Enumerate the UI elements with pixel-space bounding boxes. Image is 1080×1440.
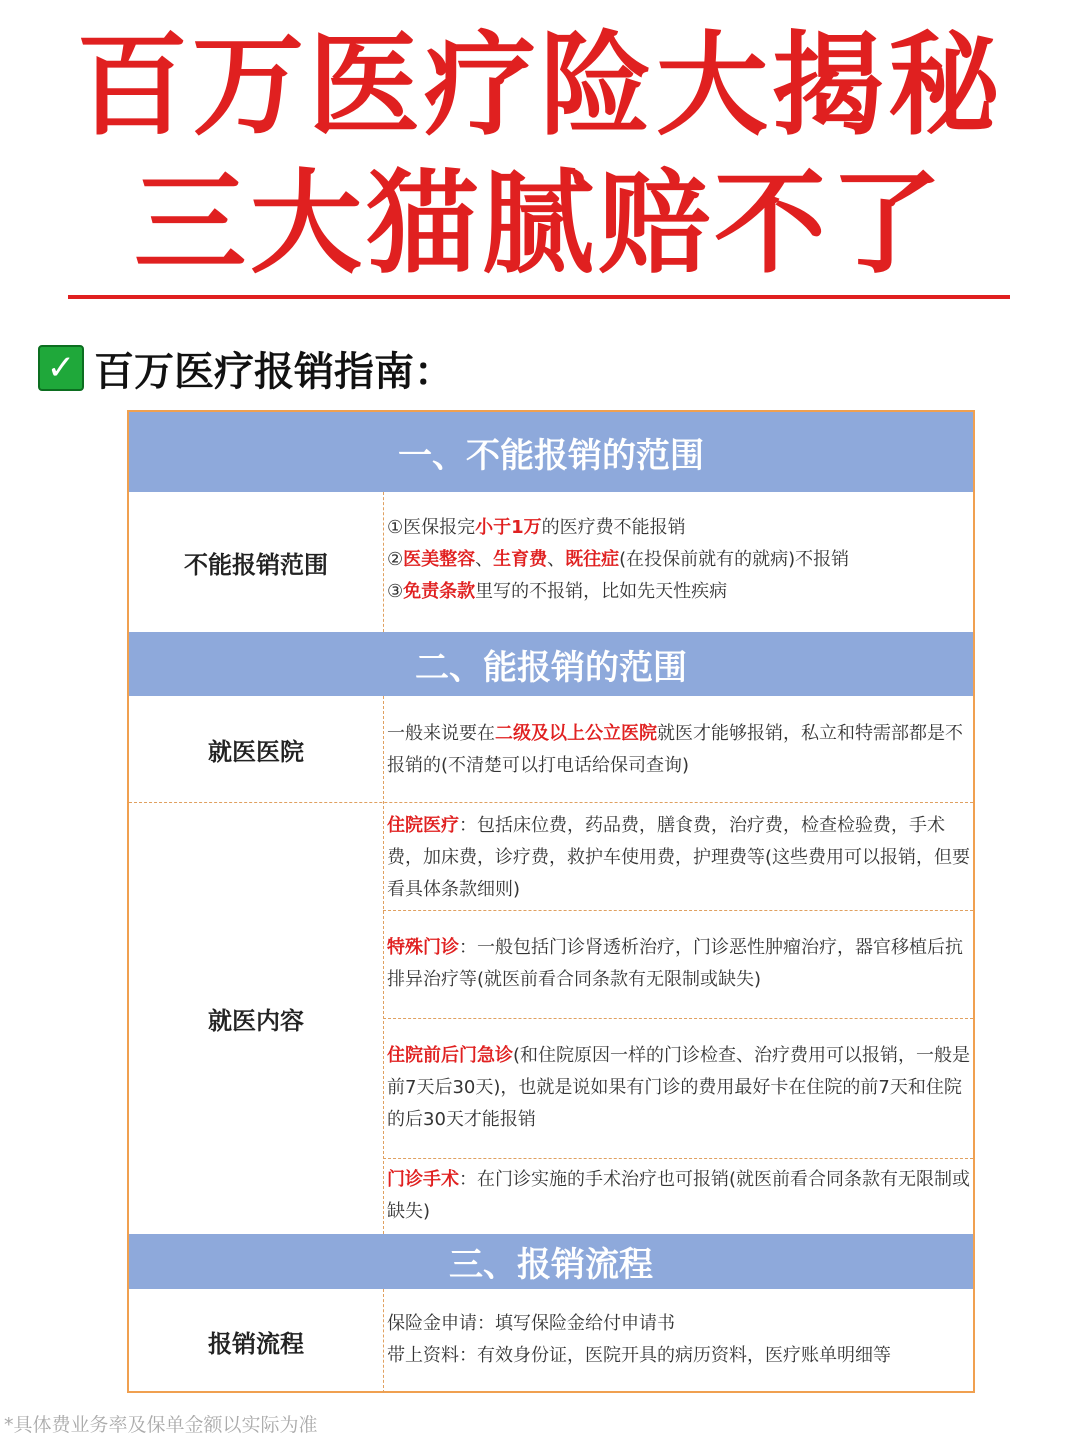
text: ①医保报完 (387, 517, 476, 538)
column-divider (383, 492, 384, 632)
highlight: 住院医疗 (387, 815, 459, 836)
hospital-row-label: 就医医院 (208, 737, 304, 766)
text: ：包括床位费，药品费，膳食费，治疗费，检查检验费，手术费，加床费，诊疗费，救护车使用费，护理费等(这些费用可以报销，但要看具体条款细则) (387, 815, 971, 900)
text: 、 (547, 549, 566, 570)
section1-item-1 (387, 512, 971, 544)
section1-item-2 (387, 544, 971, 576)
text: (在投保前就有的就病)不报销 (619, 549, 850, 570)
process-row-label: 报销流程 (208, 1329, 304, 1358)
reimbursement-table (127, 410, 975, 1393)
highlight: 门诊手术 (387, 1169, 459, 1190)
highlight: 免责条款 (403, 581, 476, 602)
content-row-label: 就医内容 (208, 1006, 304, 1035)
text: 就医才能够报销，私立和特需部都是不报销的(不清楚可以打电话给保司查询) (387, 723, 963, 776)
text: ② (387, 549, 404, 570)
section2-header: 二、能报销的范围 (129, 632, 973, 696)
column-divider (383, 1289, 384, 1393)
row-divider (383, 1018, 973, 1019)
row-divider (383, 1158, 973, 1159)
text: ：一般包括门诊肾透析治疗，门诊恶性肿瘤治疗，器官移植后抗排异治疗等(就医前看合同条款有无限制或缺失) (387, 937, 963, 990)
section1-item-3 (387, 576, 971, 608)
text: 里写的不报销，比如先天性疾病 (475, 581, 728, 602)
content-item-4 (387, 1164, 971, 1228)
highlight: 既往症 (565, 549, 620, 570)
row-divider (383, 910, 973, 911)
section1-row-label: 不能报销范围 (184, 550, 328, 579)
text: 一般来说要在 (387, 723, 495, 744)
guide-heading (38, 340, 454, 396)
highlight: 住院前后门急诊 (387, 1045, 513, 1066)
title-line-1: 百万医疗险大揭秘 (76, 21, 1004, 151)
text: ：在门诊实施的手术治疗也可报销(就医前看合同条款有无限制或缺失) (387, 1169, 971, 1222)
title-line-2: 三大猫腻赔不了 (134, 159, 946, 289)
process-line-1: 保险金申请：填写保险金给付申请书 (387, 1313, 675, 1334)
text: 、 (475, 549, 494, 570)
content-item-2 (387, 932, 971, 996)
highlight: 小于1万 (475, 517, 542, 538)
check-icon: ✓ (38, 345, 84, 391)
highlight: 特殊门诊 (387, 937, 459, 958)
column-divider (383, 696, 384, 1234)
text: 的医疗费不能报销 (541, 517, 686, 538)
text: (和住院原因一样的门诊检查、治疗费用可以报销，一般是前7天后30天)，也就是说如果有门诊的费用最好卡在住院的前7天和住院的后30天才能报销 (387, 1045, 971, 1130)
title-divider (68, 295, 1010, 299)
process-cell (387, 1308, 971, 1372)
guide-label: 百万医疗报销指南： (94, 348, 454, 395)
footnote: *具体费业务率及保单金额以实际为准 (4, 1414, 318, 1436)
highlight: 二级及以上公立医院 (495, 723, 657, 744)
section1-header: 一、不能报销的范围 (129, 412, 973, 492)
process-line-2: 带上资料：有效身份证，医院开具的病历资料，医疗账单明细等 (387, 1345, 891, 1366)
hospital-cell (387, 718, 971, 782)
content-item-3 (387, 1040, 971, 1136)
highlight: 医美整容 (403, 549, 476, 570)
text: ③ (387, 581, 404, 602)
section1-items (387, 512, 971, 608)
section3-header: 三、报销流程 (129, 1234, 973, 1289)
content-item-1 (387, 810, 971, 906)
highlight: 生育费 (493, 549, 548, 570)
